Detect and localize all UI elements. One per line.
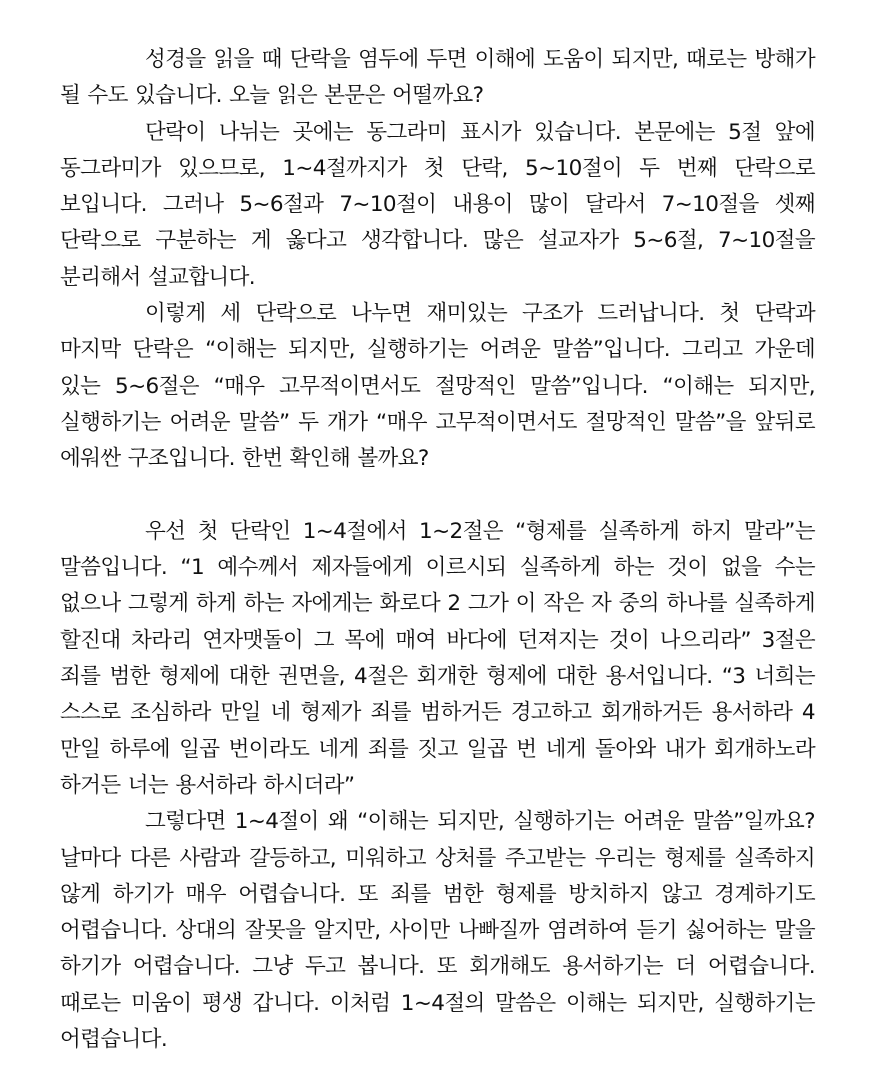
paragraph-first-section: 우선 첫 단락인 1~4절에서 1~2절은 “형제를 실족하게 하지 말라”는 말씀입니다. “1 예수께서 제자들에게 이르시되 실족하게 하는 것이 없을 수는 없으나 그렇게 하게 하는 자에게는 화로다 2 그가 이 작은 자 중의 하나를 실족하게 할진대 차라리 연자맷돌이 그 목에 매여 바다에 던져지는 것이 나으리라” 3절은 죄를 범한 형제에 대한 권면을, 4절은 회개한 형제에 대한 용서입니다. “3 너희는 스스로 조심하라 만일 네 형제가 죄를 범하거든 경고하고 회개하거든 용서하라 4 만일 하루에 일곱 번이라도 네게 죄를 짓고 일곱 번 네게 돌아와 내가 회개하노라 하거든 너는 용서하라 하시더라”	[60, 518, 815, 798]
paragraph-spacer	[60, 478, 815, 514]
paragraph-structure: 이렇게 세 단락으로 나누면 재미있는 구조가 드러납니다. 첫 단락과 마지막 단락은 “이해는 되지만, 실행하기는 어려운 말씀”입니다. 그리고 가운데 있는 5~6절은 “매우 고무적이면서도 절망적인 말씀”입니다. “이해는 되지만, 실행하기는 어려운 말씀” 두 개가 “매우 고무적이면서도 절망적인 말씀”을 앞뒤로 에워싼 구조입니다. 한번 확인해 볼까요?	[60, 301, 815, 472]
paragraph-why-difficult: 그렇다면 1~4절이 왜 “이해는 되지만, 실행하기는 어려운 말씀”일까요? 날마다 다른 사람과 갈등하고, 미워하고 상처를 주고받는 우리는 형제를 실족하지 않게 하기가 매우 어렵습니다. 또 죄를 범한 형제를 방치하지 않고 경계하기도 어렵습니다. 상대의 잘못을 알지만, 사이만 나빠질까 염려하여 듣기 싫어하는 말을 하기가 어렵습니다. 그냥 두고 봅니다. 또 회개해도 용서하기는 더 어렵습니다. 때로는 미움이 평생 갑니다. 이처럼 1~4절의 말씀은 이해는 되지만, 실행하기는 어렵습니다.	[60, 809, 815, 1053]
document-page	[60, 42, 815, 1058]
paragraph-division: 단락이 나뉘는 곳에는 동그라미 표시가 있습니다. 본문에는 5절 앞에 동그라미가 있으므로, 1~4절까지가 첫 단락, 5~10절이 두 번째 단락으로 보입니다. 그러나 5~6절과 7~10절이 내용이 많이 달라서 7~10절을 셋째 단락으로 구분하는 게 옳다고 생각합니다. 많은 설교자가 5~6절, 7~10절을 분리해서 설교합니다.	[60, 119, 815, 290]
paragraph-intro: 성경을 읽을 때 단락을 염두에 두면 이해에 도움이 되지만, 때로는 방해가 될 수도 있습니다. 오늘 읽은 본문은 어떨까요?	[60, 47, 815, 109]
